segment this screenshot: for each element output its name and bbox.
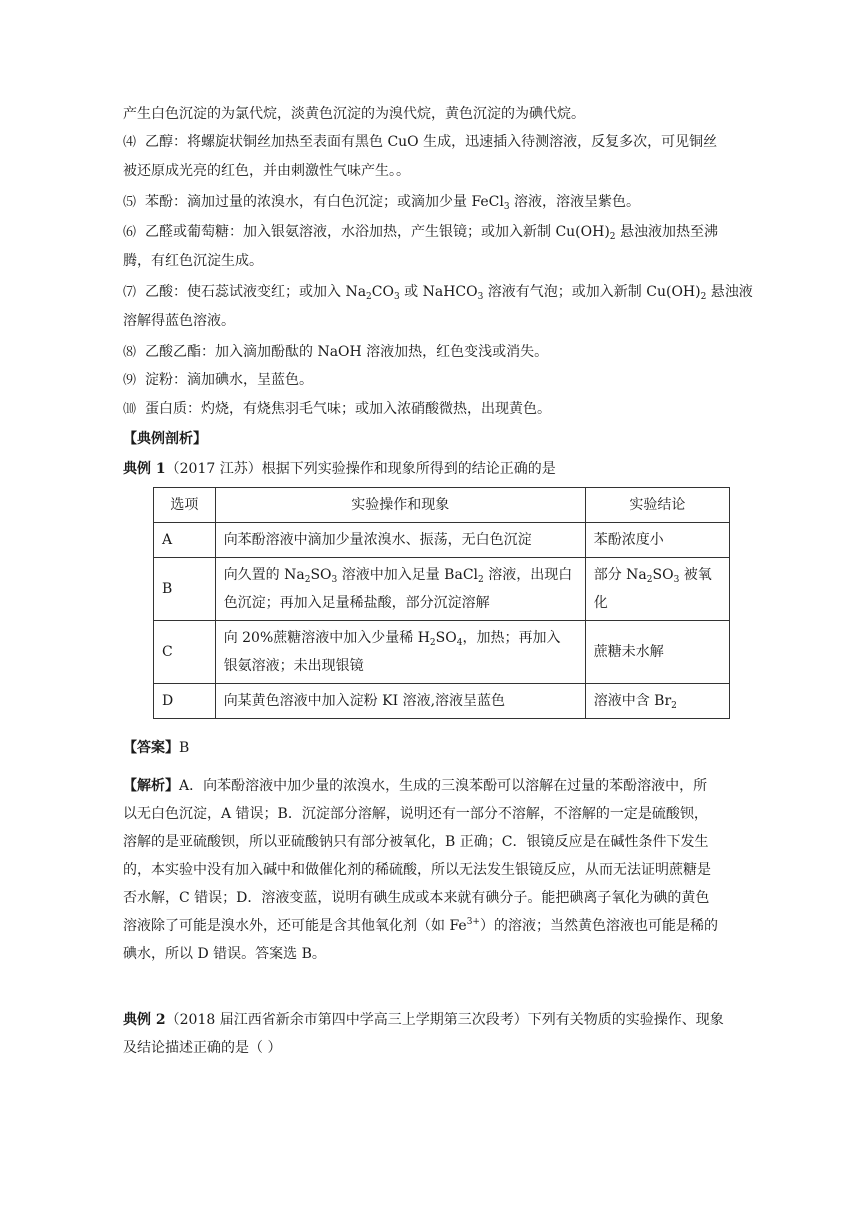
list-item-7: ⑺ 乙酸：使石蕊试液变红；或加入 $Na_2CO_3$ 或 NaHCO$_3$ 溶液有气泡；或加入新制 $Cu(OH)_2$ 悬浊液 溶解得蓝色溶液。 <box>123 278 763 335</box>
answer-label: 【答案】 <box>123 740 179 756</box>
item-number: ⑷ <box>123 135 137 150</box>
table-row <box>154 621 730 684</box>
list-item-5: ⑸ 苯酚：滴加过量的浓溴水，有白色沉淀；或滴加少量 FeCl$_3$ 溶液，溶液呈紫色。 <box>123 188 763 217</box>
option-cell: A <box>154 523 216 558</box>
item-number: ⑹ <box>123 225 137 240</box>
option-cell: C <box>154 621 216 684</box>
operation-cell: 向 20%蔗糖溶液中加入少量稀 $H_2SO_4$，加热；再加入 银氨溶液；未出现银镜 <box>215 621 585 684</box>
operation-cell: 向某黄色溶液中加入淀粉 KI 溶液,溶液呈蓝色 <box>215 684 585 719</box>
section-title: 【典例剖析】 <box>123 431 207 447</box>
operation-cell: 向久置的 $Na_2SO_3$ 溶液中加入足量 BaCl$_2$ 溶液，出现白 色沉淀；再加入足量稀盐酸，部分沉淀溶解 <box>215 558 585 621</box>
item-number: ⑽ <box>123 402 137 417</box>
example-1-question: 典例 1（2017 江苏）根据下列实验操作和现象所得到的结论正确的是 <box>123 461 556 477</box>
operation-cell: 向苯酚溶液中滴加少量浓溴水、振荡，无白色沉淀 <box>215 523 585 558</box>
table-header-cell: 实验操作和现象 <box>215 488 585 523</box>
analysis-label: 【解析】 <box>123 778 179 794</box>
option-cell: B <box>154 558 216 621</box>
example-2-question: 典例 2（2018 届江西省新余市第四中学高三上学期第三次段考）下列有关物质的实验操作、现象 及结论描述正确的是（ ） <box>123 1012 724 1056</box>
item-number: ⑻ <box>123 345 137 360</box>
item-number: ⑼ <box>123 373 137 388</box>
list-item-4: ⑷ 乙醇：将螺旋状铜丝加热至表面有黑色 CuO 生成，迅速插入待测溶液，反复多次，可见铜丝 被还原成光亮的红色，并由刺激性气味产生。。 <box>123 128 763 185</box>
conclusion-cell: 蔗糖未水解 <box>585 621 729 684</box>
example-1-answer <box>123 734 763 762</box>
list-item-10: ⑽ 蛋白质：灼烧，有烧焦羽毛气味；或加入浓硝酸微热，出现黄色。 <box>123 395 763 424</box>
example-label: 典例 2 <box>123 1012 166 1028</box>
conclusion-cell: 溶液中含 $Br_2$ <box>585 684 729 719</box>
list-item-9: ⑼ 淀粉：滴加碘水，呈蓝色。 <box>123 366 763 395</box>
table-header-cell: 选项 <box>154 488 216 523</box>
answer-value: B <box>179 740 190 756</box>
list-item-6: ⑹ 乙醛或葡萄糖：加入银氨溶液，水浴加热，产生银镜；或加入新制 $Cu(OH)_2$ 悬浊液加热至沸 腾，有红色沉淀生成。 <box>123 218 763 275</box>
item-number: ⑸ <box>123 195 137 210</box>
item-number: ⑺ <box>123 285 137 300</box>
example-1-analysis: 【解析】A．向苯酚溶液中加少量的浓溴水，生成的三溴苯酚可以溶解在过量的苯酚溶液中，所 以无白色沉淀，A 错误；B．沉淀部分溶解，说明还有一部分不溶解，不溶解的一定是硫酸钡， 溶解的是亚硫酸钡，所以亚硫酸钠只有部分被氧化，B 正确；C．银镜反应是在碱性条件下发生 的，本实验中没有加入碱中和做催化剂的稀硫酸，所以无法发生银镜反应，从而无法证明蔗糖是 否水解，C 错误；D．溶液变蓝，说明有碘生成或本来就有碘分子。能把碘离子氧化为碘的黄色 溶液除了可能是溴水外，还可能是含其他氧化剂（如 $Fe^{3+}$）的溶液；当然黄色溶液也可能是稀的 碘水，所以 D 错误。答案选 B。 <box>123 778 718 962</box>
example-1-table <box>153 487 730 719</box>
conclusion-cell: 部分 $Na_2SO_3$ 被氧化 <box>585 558 729 621</box>
example-label: 典例 1 <box>123 461 166 477</box>
list-item-8: ⑻ 乙酸乙酯：加入滴加酚酞的 NaOH 溶液加热，红色变浅或消失。 <box>123 338 763 367</box>
conclusion-cell: 苯酚浓度小 <box>585 523 729 558</box>
table-header-cell: 实验结论 <box>585 488 729 523</box>
option-cell: D <box>154 684 216 719</box>
table-row <box>154 558 730 621</box>
table-header-row <box>154 488 730 523</box>
list-line-0: 产生白色沉淀的为氯代烷，淡黄色沉淀的为溴代烷，黄色沉淀的为碘代烷。 <box>123 106 585 122</box>
table-row <box>154 684 730 719</box>
table-row <box>154 523 730 558</box>
